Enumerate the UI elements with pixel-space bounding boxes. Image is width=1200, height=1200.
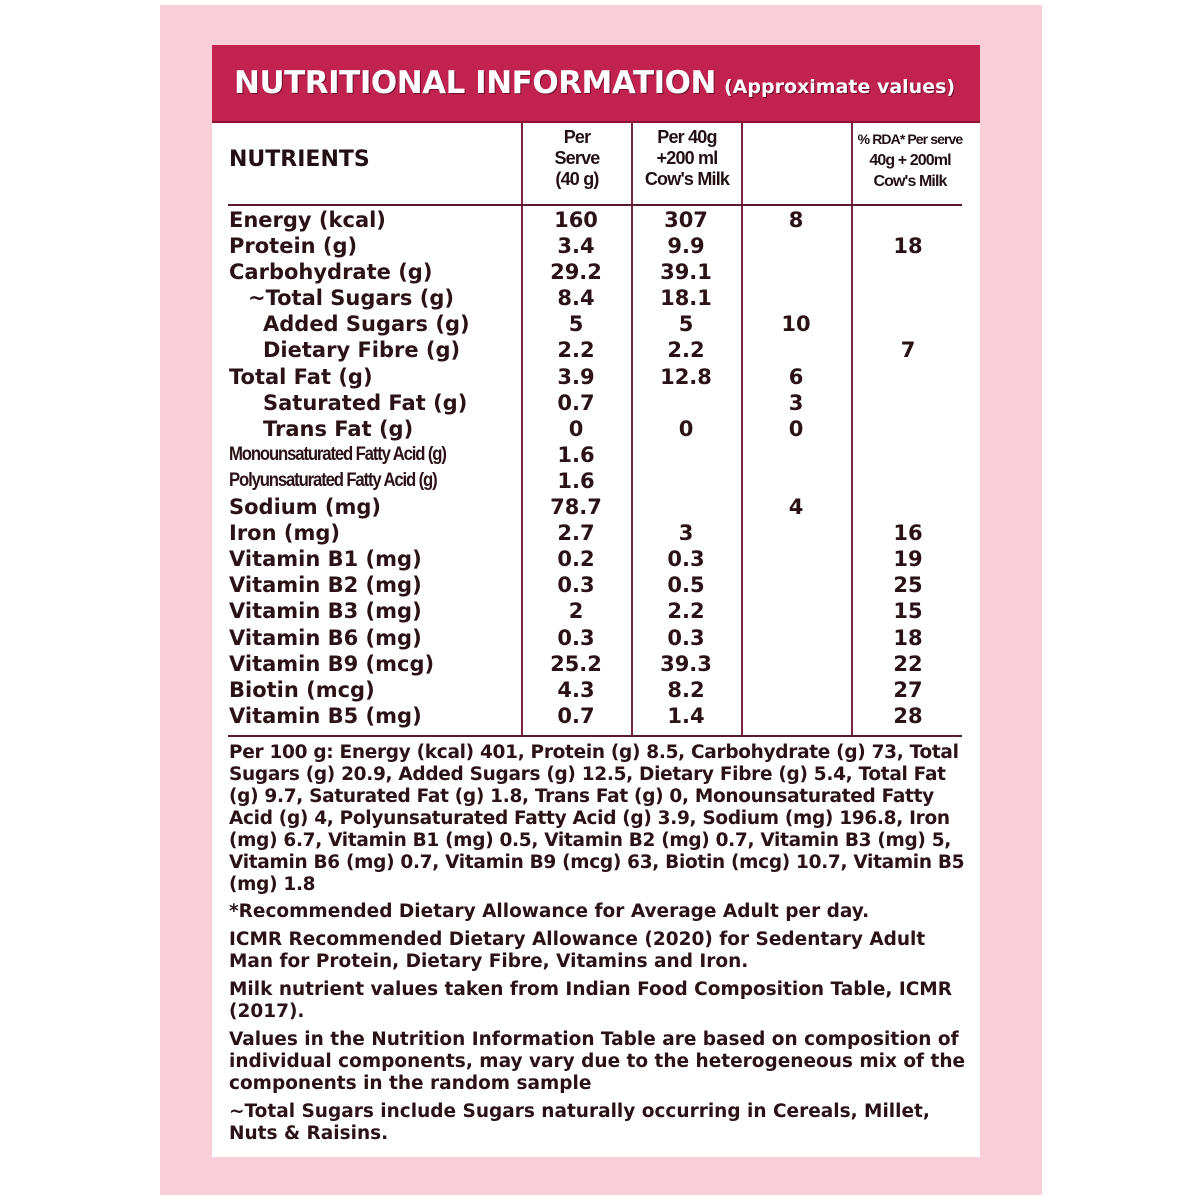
rda-footnote: *Recommended Dietary Allowance for Average Adult per day. [229, 901, 870, 922]
nutrient-name: Protein (g) [229, 234, 358, 259]
rda-value: 16 [893, 521, 923, 546]
nutrient-name: Added Sugars (g) [263, 312, 470, 337]
with-milk-value: 1.4 [667, 703, 705, 728]
per-serve-value: 29.2 [550, 260, 602, 285]
per-serve-value: 3.9 [557, 364, 595, 389]
header-line: Per [563, 127, 591, 147]
col4-value: 10 [781, 312, 811, 337]
nutrient-name: Vitamin B1 (mg) [229, 547, 422, 572]
milk-source-footnote: Milk nutrient values taken from Indian Food Composition Table, ICMR (2017). [229, 979, 952, 1022]
rda-value: 15 [893, 599, 923, 624]
per-serve-value: 5 [568, 312, 584, 337]
with-milk-value: 2.2 [667, 338, 705, 363]
with-milk-value: 5 [678, 312, 694, 337]
title-bar [212, 45, 980, 123]
col4-value: 6 [788, 364, 804, 389]
with-milk-value: 8.2 [667, 677, 705, 702]
table-row [212, 364, 980, 390]
table-row [212, 651, 980, 677]
nutrient-name: Polyunsaturated Fatty Acid (g) [229, 469, 437, 491]
nutrient-name: Trans Fat (g) [263, 416, 414, 441]
nutrient-name: Saturated Fat (g) [263, 390, 468, 415]
header-line: Cow's Milk [644, 169, 730, 189]
header-line: (40 g) [555, 169, 599, 189]
page-title: NUTRITIONAL INFORMATION [234, 65, 716, 101]
nutrient-name: Carbohydrate (g) [229, 260, 433, 285]
rda-value: 7 [900, 338, 916, 363]
table-row [212, 233, 980, 259]
nutrition-table [212, 123, 980, 737]
per-100g-note: Per 100 g: Energy (kcal) 401, Protein (g) 8.5, Carbohydrate (g) 73, Total Sugars (g) 20.9, Added Sugars (g) 12.5, Dietary Fibre (g) 5.4, Total Fat (g) 9.7, Saturated Fat (g) 1.8, Trans Fat (g) 0, Monounsaturated Fatty Acid (g) 4, Polyunsaturated Fatty Acid (g) 3.9, Sodium (mg) 196.8, Iron (mg) 6.7, Vitamin B1 (mg) 0.5, Vitamin B2 (mg) 0.7, Vitamin B3 (mg) 5, Vitamin B6 (mg) 0.7, Vitamin B9 (mcg) 63, Biotin (mcg) 10.7, Vitamin B5 (mg) 1.8 [229, 742, 965, 895]
header-line: % RDA* Per serve [857, 131, 963, 147]
per-serve-value: 2 [568, 599, 584, 624]
per-serve-value: 2.2 [557, 338, 595, 363]
nutrient-name: Total Fat (g) [229, 364, 373, 389]
with-milk-value: 0 [678, 416, 694, 441]
sugars-footnote: ~Total Sugars include Sugars naturally occurring in Cereals, Millet, Nuts & Raisins. [229, 1101, 930, 1144]
table-row [212, 442, 980, 468]
table-row [212, 677, 980, 703]
with-milk-value: 2.2 [667, 599, 705, 624]
with-milk-value: 0.3 [667, 625, 705, 650]
table-row [212, 337, 980, 363]
icmr-footnote: ICMR Recommended Dietary Allowance (2020) for Sedentary Adult Man for Protein, Dietary Fibre, Vitamins and Iron. [229, 929, 926, 972]
nutrient-name: Iron (mg) [229, 521, 340, 546]
per-serve-value: 0 [568, 416, 584, 441]
with-milk-value: 39.1 [660, 260, 712, 285]
table-row [212, 311, 980, 337]
header-line: Per 40g [657, 127, 717, 147]
per-serve-value: 25.2 [550, 651, 602, 676]
column-header-rda [853, 129, 967, 192]
per-serve-value: 78.7 [550, 495, 602, 520]
header-line: 40g + 200ml [869, 152, 951, 169]
column-header-per-serve [523, 127, 631, 190]
table-body [212, 207, 980, 729]
table-row [212, 546, 980, 572]
rda-value: 22 [893, 651, 923, 676]
table-row [212, 520, 980, 546]
nutrient-name: Energy (kcal) [229, 208, 386, 232]
col4-value: 0 [788, 416, 804, 441]
with-milk-value: 39.3 [660, 651, 712, 676]
nutrient-name: Biotin (mcg) [229, 677, 375, 702]
table-row [212, 285, 980, 311]
table-row [212, 703, 980, 729]
table-row [212, 468, 980, 494]
column-header-with-milk [633, 127, 741, 190]
with-milk-value: 0.5 [667, 573, 705, 598]
nutrient-name: Vitamin B9 (mcg) [229, 651, 435, 676]
per-serve-value: 0.7 [557, 703, 595, 728]
values-disclaimer: Values in the Nutrition Information Table are based on composition of individual components, may vary due to the heterogeneous mix of the components in the random sample [229, 1029, 966, 1094]
with-milk-value: 0.3 [667, 547, 705, 572]
with-milk-value: 9.9 [667, 234, 705, 259]
per-serve-value: 2.7 [557, 521, 595, 546]
col4-value: 4 [788, 495, 804, 520]
table-bottom-rule [228, 735, 962, 737]
with-milk-value: 3 [678, 521, 694, 546]
with-milk-value: 18.1 [660, 286, 712, 311]
table-row [212, 494, 980, 520]
per-serve-value: 0.7 [557, 390, 595, 415]
rda-value: 27 [893, 677, 923, 702]
header-rule [228, 204, 962, 206]
nutrient-name: Vitamin B2 (mg) [229, 573, 422, 598]
per-serve-value: 3.4 [557, 234, 595, 259]
col4-value: 8 [788, 208, 804, 232]
per-serve-value: 160 [554, 208, 598, 232]
table-row [212, 416, 980, 442]
nutrient-name: Vitamin B5 (mg) [229, 703, 422, 728]
per-serve-value: 1.6 [557, 468, 595, 493]
page-subtitle: (Approximate values) [723, 76, 956, 98]
nutrient-name: Vitamin B3 (mg) [229, 599, 422, 624]
header-line: +200 ml [656, 148, 718, 168]
header-line: Serve [554, 148, 600, 168]
header-line: Cow's Milk [873, 173, 947, 190]
per-serve-value: 4.3 [557, 677, 595, 702]
with-milk-value: 307 [664, 208, 708, 232]
table-row [212, 598, 980, 624]
per-serve-value: 8.4 [557, 286, 595, 311]
per-serve-value: 0.3 [557, 573, 595, 598]
table-row [212, 572, 980, 598]
rda-value: 18 [893, 234, 923, 259]
nutrition-panel [212, 45, 980, 1157]
rda-value: 28 [893, 703, 923, 728]
with-milk-value: 12.8 [660, 364, 712, 389]
table-row [212, 207, 980, 233]
footnotes [229, 742, 969, 1151]
nutrient-name: Sodium (mg) [229, 495, 382, 520]
nutrient-name: Dietary Fibre (g) [263, 338, 461, 363]
rda-value: 18 [893, 625, 923, 650]
table-row [212, 390, 980, 416]
table-row [212, 625, 980, 651]
table-row [212, 259, 980, 285]
nutrient-name: Monounsaturated Fatty Acid (g) [229, 443, 446, 465]
rda-value: 25 [893, 573, 923, 598]
nutrient-name: Vitamin B6 (mg) [229, 625, 422, 650]
column-header-nutrients: NUTRIENTS [229, 147, 370, 172]
rda-value: 19 [893, 547, 923, 572]
per-serve-value: 0.2 [557, 547, 595, 572]
per-serve-value: 1.6 [557, 442, 595, 467]
nutrient-name: ~Total Sugars (g) [248, 286, 454, 311]
col4-value: 3 [788, 390, 804, 415]
per-serve-value: 0.3 [557, 625, 595, 650]
